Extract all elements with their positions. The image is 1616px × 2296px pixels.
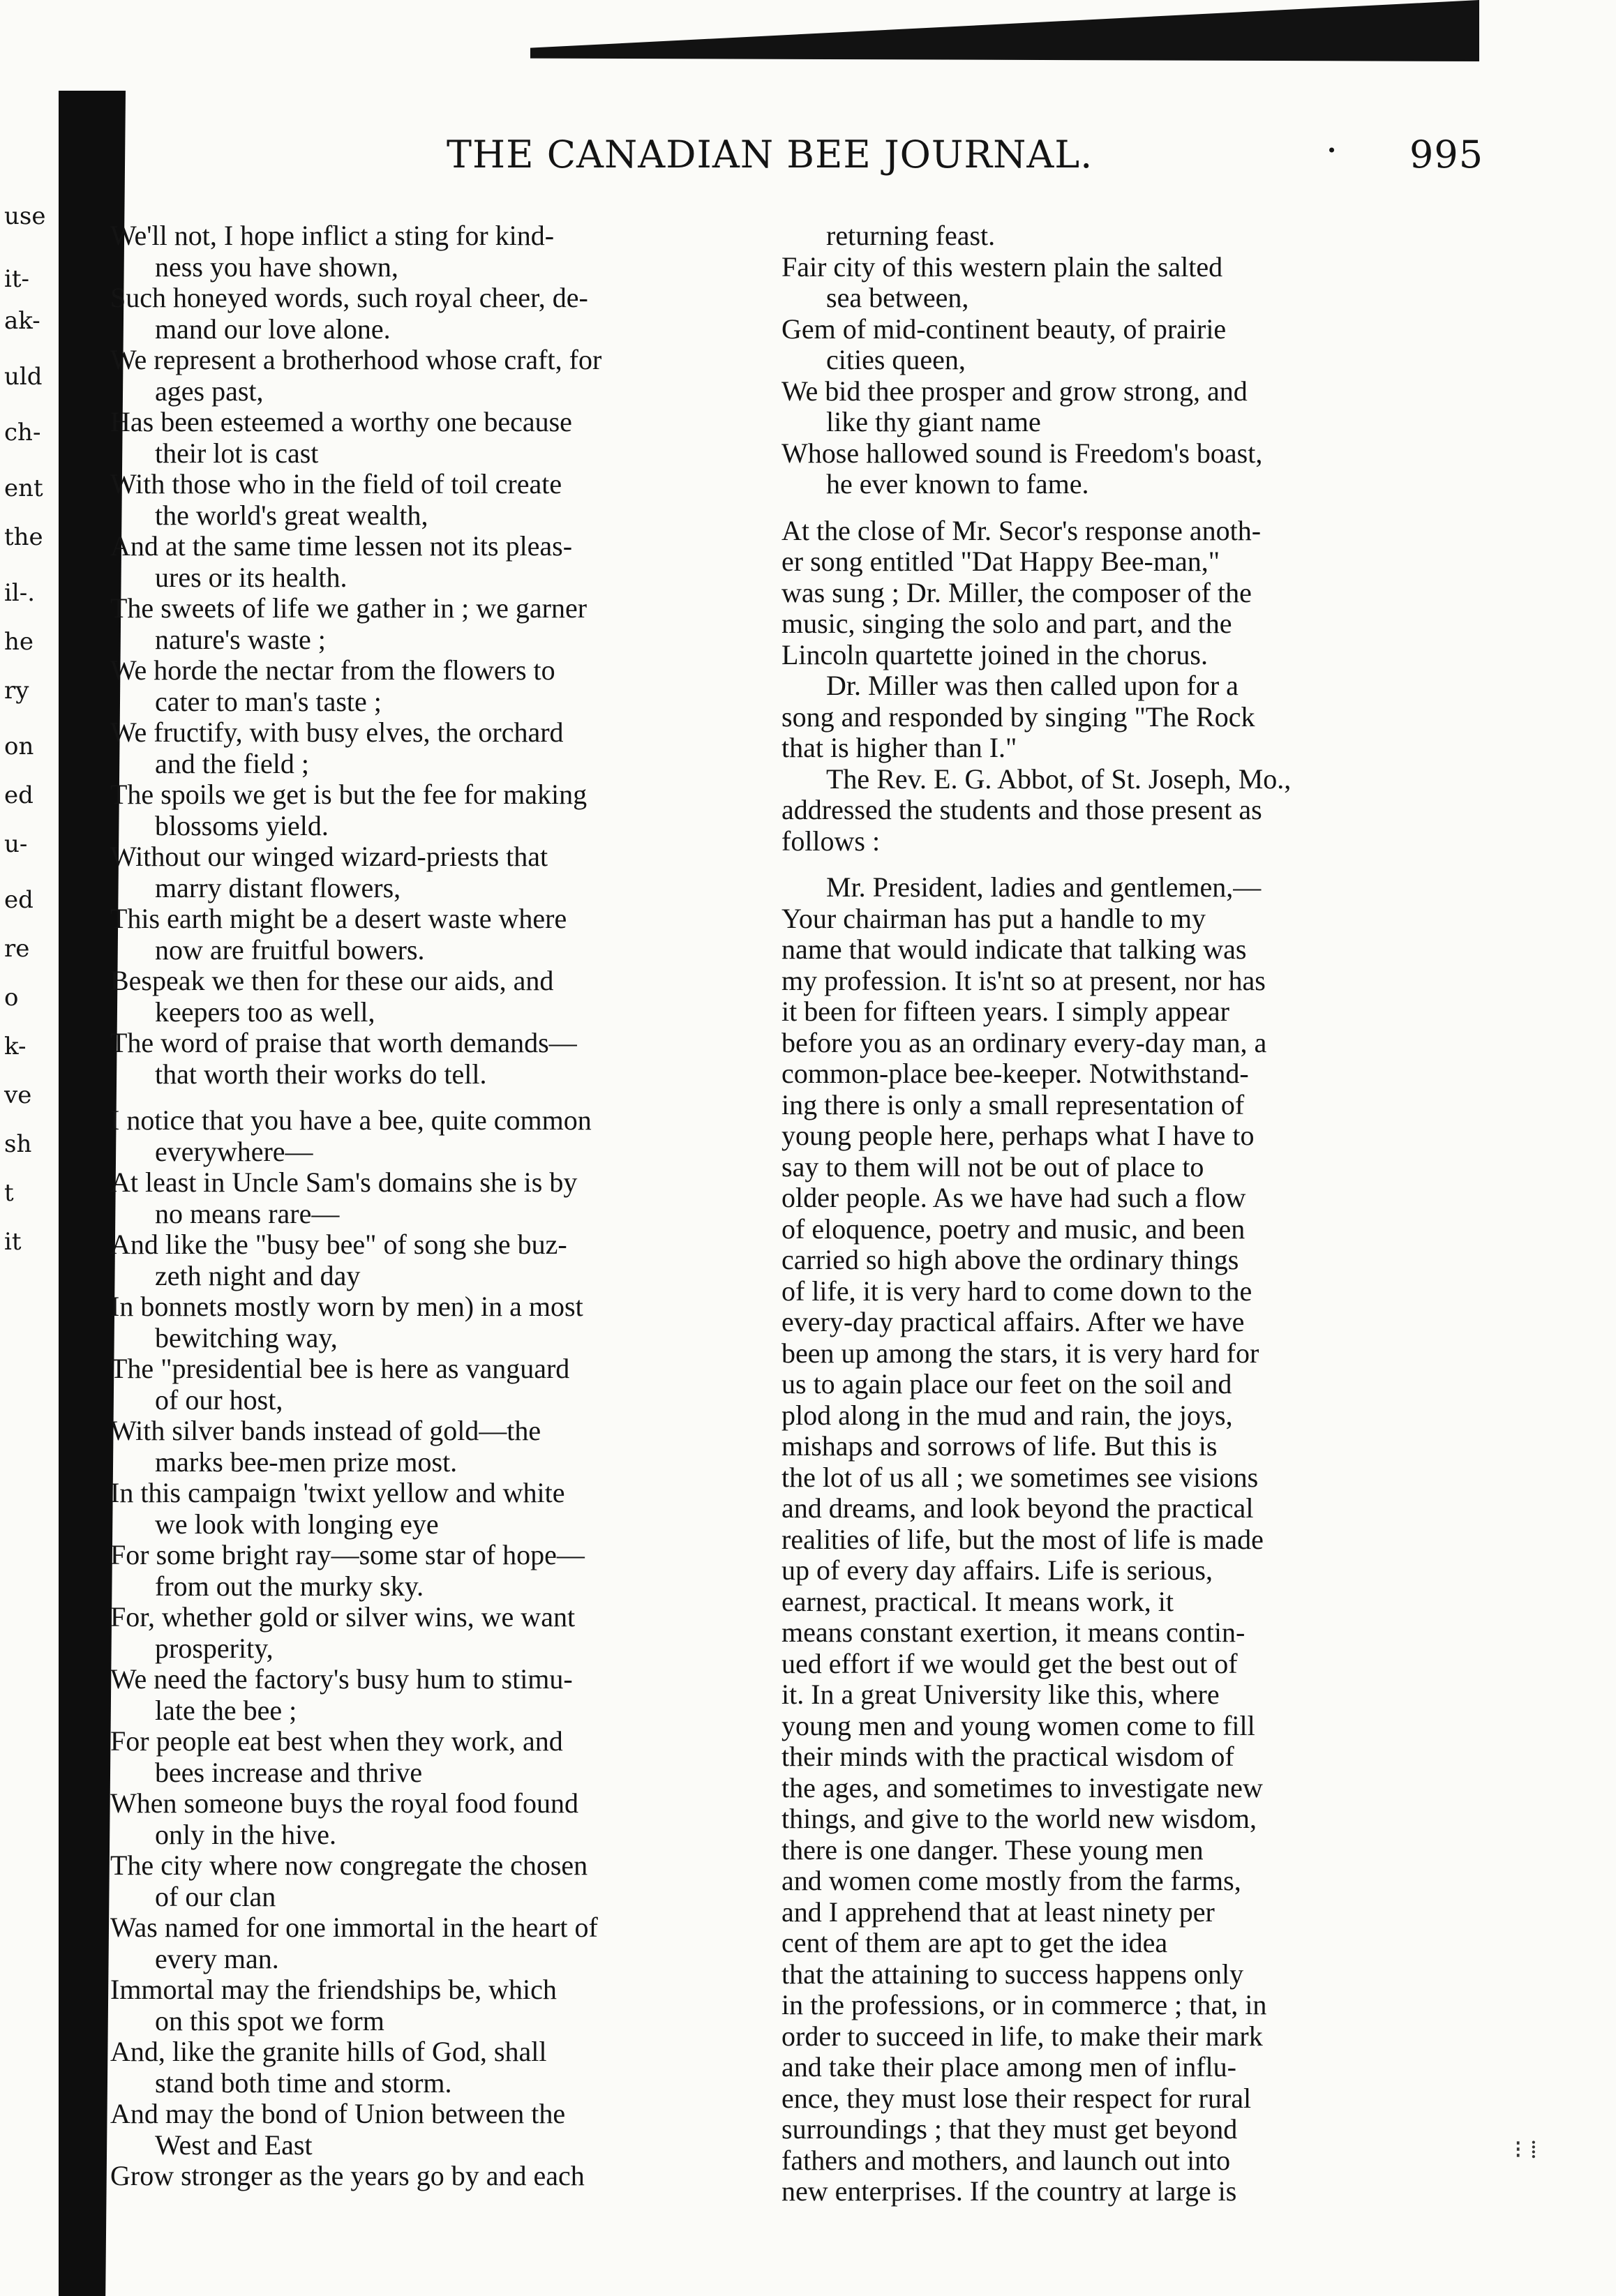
text-line: cent of them are apt to get the idea bbox=[781, 1927, 1168, 1958]
edge-marks: ⁝ ⁞ bbox=[1514, 2136, 1537, 2164]
text-line: We'll not, I hope inflict a sting for kind- bbox=[110, 220, 555, 251]
text-line: song and responded by singing "The Rock bbox=[781, 700, 1255, 733]
text-line: When someone buys the royal food found bbox=[110, 1787, 578, 1819]
text-line: we look with longing eye bbox=[155, 1508, 439, 1540]
text-line: that the attaining to success happens only bbox=[781, 1958, 1244, 1990]
margin-fragment: re bbox=[4, 935, 30, 963]
margin-fragment: ry bbox=[4, 677, 29, 705]
margin-fragment: u- bbox=[4, 830, 28, 858]
text-line: only in the hive. bbox=[155, 1818, 336, 1850]
text-line: Such honeyed words, such royal cheer, de- bbox=[110, 282, 588, 313]
margin-fragment: k- bbox=[4, 1033, 27, 1060]
margin-fragment: he bbox=[4, 628, 34, 656]
text-line: With silver bands instead of gold—the bbox=[110, 1415, 541, 1446]
text-line: of our clan bbox=[155, 1880, 276, 1912]
margin-fragment: the bbox=[4, 523, 43, 551]
text-line: and I apprehend that at least ninety per bbox=[781, 1896, 1215, 1928]
text-line: and take their place among men of influ- bbox=[781, 2051, 1236, 2083]
text-line: We fructify, with busy elves, the orchard bbox=[110, 716, 564, 748]
text-line: marks bee-men prize most. bbox=[155, 1446, 458, 1478]
text-line: We horde the nectar from the flowers to bbox=[110, 654, 555, 686]
text-line: say to them will not be out of place to bbox=[781, 1150, 1204, 1183]
margin-fragment: ed bbox=[4, 781, 33, 809]
text-line: common-place bee-keeper. Notwithstand- bbox=[781, 1058, 1249, 1089]
text-line: earnest, practical. It means work, it bbox=[781, 1585, 1174, 1617]
margin-fragment: t bbox=[4, 1179, 14, 1207]
text-line: their lot is cast bbox=[155, 437, 319, 469]
text-line: For some bright ray—some star of hope— bbox=[110, 1539, 585, 1570]
text-line: ages past, bbox=[155, 375, 264, 407]
text-line: the ages, and sometimes to investigate new bbox=[781, 1771, 1263, 1803]
text-line: my profession. It is'nt so at present, nor has bbox=[781, 964, 1266, 996]
text-line: their minds with the practical wisdom of bbox=[781, 1741, 1234, 1772]
text-line: of our host, bbox=[155, 1383, 283, 1416]
text-line: bewitching way, bbox=[155, 1321, 338, 1353]
text-line: follows : bbox=[781, 825, 881, 857]
text-line: order to succeed in life, to make their mark bbox=[781, 2020, 1263, 2052]
text-line: fathers and mothers, and launch out into bbox=[781, 2144, 1231, 2176]
text-line: of eloquence, poetry and music, and been bbox=[781, 1213, 1245, 1245]
text-line: was sung ; Dr. Miller, the composer of the bbox=[781, 576, 1252, 608]
text-line: And may the bond of Union between the bbox=[110, 2098, 566, 2129]
text-line: ness you have shown, bbox=[155, 250, 398, 283]
header-dot: · bbox=[1326, 128, 1339, 172]
text-line: The Rev. E. G. Abbot, of St. Joseph, Mo., bbox=[826, 763, 1292, 795]
margin-fragment: ak- bbox=[4, 307, 40, 335]
text-line: older people. As we have had such a flow bbox=[781, 1182, 1246, 1213]
text-line: means constant exertion, it means contin- bbox=[781, 1616, 1245, 1648]
text-line: With those who in the field of toil create bbox=[110, 468, 562, 500]
text-line: on this spot we form bbox=[155, 2004, 384, 2036]
text-line: music, singing the solo and part, and the bbox=[781, 608, 1232, 639]
text-line: that is higher than I." bbox=[781, 732, 1017, 763]
text-line: nature's waste ; bbox=[155, 623, 326, 655]
running-header bbox=[419, 128, 1484, 181]
margin-fragment: ch- bbox=[4, 419, 41, 447]
text-line: The city where now congregate the chosen bbox=[110, 1849, 588, 1881]
text-line: At least in Uncle Sam's domains she is by bbox=[110, 1166, 578, 1198]
text-line: plod along in the mud and rain, the joys, bbox=[781, 1399, 1233, 1431]
text-line: carried so high above the ordinary things bbox=[781, 1244, 1239, 1275]
text-line: ence, they must lose their respect for rural bbox=[781, 2082, 1252, 2114]
text-line: Without our winged wizard-priests that bbox=[110, 841, 548, 872]
text-line: West and East bbox=[155, 2129, 313, 2161]
text-line: realities of life, but the most of life is made bbox=[781, 1523, 1264, 1555]
text-line: Was named for one immortal in the heart of bbox=[110, 1912, 598, 1943]
text-line: Immortal may the friendships be, which bbox=[110, 1974, 557, 2005]
text-line: Gem of mid-continent beauty, of prairie bbox=[781, 313, 1227, 345]
margin-fragment: il-. bbox=[4, 579, 36, 607]
text-line: For, whether gold or silver wins, we want bbox=[110, 1601, 576, 1633]
top-edge-shadow bbox=[530, 0, 1479, 61]
paragraph-gap bbox=[110, 1090, 738, 1105]
text-line: new enterprises. If the country at large is bbox=[781, 2175, 1237, 2207]
text-line: no means rare— bbox=[155, 1197, 340, 1229]
text-line: The sweets of life we gather in ; we garner bbox=[110, 592, 588, 624]
text-line: late the bee ; bbox=[155, 1694, 297, 1726]
text-line: up of every day affairs. Life is serious, bbox=[781, 1554, 1213, 1586]
text-line: marry distant flowers, bbox=[155, 871, 401, 903]
text-line: zeth night and day bbox=[155, 1259, 361, 1291]
text-line: there is one danger. These young men bbox=[781, 1833, 1204, 1866]
text-line: The word of praise that worth demands— bbox=[110, 1027, 577, 1058]
text-line: And at the same time lessen not its pleas- bbox=[110, 530, 573, 562]
text-line: it. In a great University like this, where bbox=[781, 1679, 1220, 1710]
prose-column bbox=[781, 220, 1451, 2207]
text-line: young people here, perhaps what I have to bbox=[781, 1120, 1255, 1151]
text-line: Lincoln quartette joined in the chorus. bbox=[781, 638, 1208, 670]
text-line: The spoils we get is but the fee for making bbox=[110, 779, 588, 810]
text-line: everywhere— bbox=[155, 1135, 313, 1167]
text-line: things, and give to the world new wisdom, bbox=[781, 1803, 1257, 1834]
page-number: 995 bbox=[1409, 133, 1484, 177]
text-line: The "presidential bee is here as vanguard bbox=[110, 1353, 570, 1384]
margin-fragment: sh bbox=[4, 1130, 32, 1158]
paragraph-gap bbox=[781, 500, 1451, 516]
text-line: young men and young women come to fill bbox=[781, 1709, 1255, 1741]
text-line: We need the factory's busy hum to stimu- bbox=[110, 1663, 573, 1695]
text-line: surroundings ; that they must get beyond bbox=[781, 2113, 1238, 2145]
text-line: bees increase and thrive bbox=[155, 1756, 423, 1788]
margin-fragment: on bbox=[4, 733, 34, 760]
text-line: of life, it is very hard to come down to the bbox=[781, 1275, 1252, 1307]
text-line: prosperity, bbox=[155, 1632, 274, 1664]
text-line: keepers too as well, bbox=[155, 996, 375, 1028]
margin-fragment: it bbox=[4, 1228, 22, 1256]
text-line: For people eat best when they work, and bbox=[110, 1725, 563, 1757]
text-line: We bid thee prosper and grow strong, and bbox=[781, 375, 1248, 407]
margin-fragment: ve bbox=[4, 1081, 32, 1109]
margin-fragment: it- bbox=[4, 265, 30, 293]
text-line: and dreams, and look beyond the practical bbox=[781, 1492, 1254, 1524]
text-line: mishaps and sorrows of life. But this is bbox=[781, 1430, 1218, 1462]
text-line: before you as an ordinary every-day man, a bbox=[781, 1026, 1267, 1058]
text-line: like thy giant name bbox=[826, 406, 1041, 437]
text-line: cities queen, bbox=[826, 344, 966, 375]
text-line: sea between, bbox=[826, 282, 969, 313]
text-line: In this campaign 'twixt yellow and white bbox=[110, 1477, 565, 1508]
text-line: mand our love alone. bbox=[155, 313, 391, 345]
text-line: every man. bbox=[155, 1942, 279, 1974]
text-line: This earth might be a desert waste where bbox=[110, 903, 567, 934]
margin-fragment: ed bbox=[4, 886, 33, 914]
text-line: ures or its health. bbox=[155, 561, 347, 593]
text-line: cater to man's taste ; bbox=[155, 685, 382, 717]
text-line: Whose hallowed sound is Freedom's boast, bbox=[781, 437, 1263, 469]
text-line: and women come mostly from the farms, bbox=[781, 1865, 1241, 1896]
text-line: it been for fifteen years. I simply appear bbox=[781, 996, 1229, 1027]
text-line: And like the "busy bee" of song she buz- bbox=[110, 1229, 567, 1260]
text-line: he ever known to fame. bbox=[826, 468, 1089, 500]
margin-fragment: uld bbox=[4, 363, 43, 391]
text-line: Your chairman has put a handle to my bbox=[781, 902, 1206, 934]
text-line: every-day practical affairs. After we have bbox=[781, 1306, 1245, 1337]
text-line: that worth their works do tell. bbox=[155, 1058, 487, 1090]
text-line: us to again place our feet on the soil and bbox=[781, 1368, 1232, 1400]
text-line: At the close of Mr. Secor's response anoth- bbox=[781, 514, 1262, 546]
text-line: In bonnets mostly worn by men) in a most bbox=[110, 1291, 583, 1322]
text-line: blossoms yield. bbox=[155, 809, 329, 841]
text-line: now are fruitful bowers. bbox=[155, 933, 425, 966]
text-line: Bespeak we then for these our aids, and bbox=[110, 965, 554, 996]
margin-fragment: o bbox=[4, 984, 19, 1012]
text-line: ing there is only a small representation of bbox=[781, 1088, 1245, 1120]
text-line: from out the murky sky. bbox=[155, 1570, 424, 1602]
text-line: ued effort if we would get the best out of bbox=[781, 1647, 1238, 1679]
text-line: Grow stronger as the years go by and each bbox=[110, 2160, 585, 2191]
text-line: stand both time and storm. bbox=[155, 2066, 452, 2099]
text-line: Fair city of this western plain the salted bbox=[781, 250, 1223, 283]
margin-fragment: use bbox=[4, 202, 46, 230]
text-line: the lot of us all ; we sometimes see visions bbox=[781, 1461, 1259, 1493]
text-line: returning feast. bbox=[826, 220, 996, 251]
text-line: Has been esteemed a worthy one because bbox=[110, 406, 572, 437]
poem-column bbox=[110, 220, 738, 2192]
text-line: Dr. Miller was then called upon for a bbox=[826, 670, 1239, 701]
margin-fragment: ent bbox=[4, 474, 43, 502]
paragraph-gap bbox=[781, 857, 1451, 872]
journal-title: THE CANADIAN BEE JOURNAL. bbox=[447, 133, 1093, 177]
text-line: er song entitled "Dat Happy Bee-man," bbox=[781, 546, 1220, 577]
text-line: the world's great wealth, bbox=[155, 499, 428, 531]
text-line: name that would indicate that talking was bbox=[781, 933, 1247, 965]
text-line: We represent a brotherhood whose craft, for bbox=[110, 344, 602, 375]
text-line: Mr. President, ladies and gentlemen,— bbox=[826, 871, 1262, 903]
text-line: And, like the granite hills of God, shall bbox=[110, 2036, 547, 2067]
text-line: I notice that you have a bee, quite common bbox=[110, 1104, 592, 1136]
text-line: addressed the students and those present as bbox=[781, 794, 1262, 825]
text-line: been up among the stars, it is very hard for bbox=[781, 1337, 1259, 1369]
text-line: and the field ; bbox=[155, 747, 310, 779]
top-edge-wedge bbox=[530, 0, 1479, 61]
text-line: in the professions, or in commerce ; that, in bbox=[781, 1989, 1267, 2020]
